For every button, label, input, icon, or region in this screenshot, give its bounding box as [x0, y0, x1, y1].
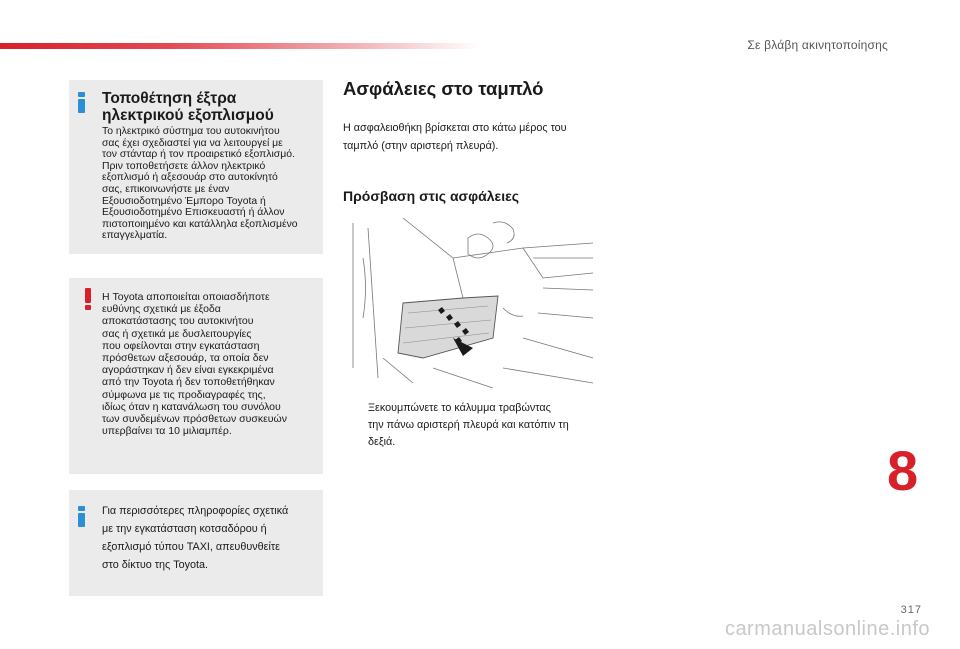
chapter-number: 8 [887, 439, 919, 502]
intro-paragraph: Η ασφαλειοθήκη βρίσκεται στο κάτω μέρος του ταμπλό (στην αριστερή πλευρά). [343, 122, 567, 152]
warning-box [69, 278, 323, 474]
watermark: carmanualsonline.info [724, 618, 930, 640]
header-accent-bar [0, 43, 480, 49]
page-number: 317 [900, 604, 922, 616]
section-title: Σε βλάβη ακινητοποίησης [747, 38, 888, 52]
info-icon [78, 92, 85, 113]
info-box-towbar [69, 490, 323, 596]
info-box-text: Για περισσότερες πληροφορίες σχετικά με την εγκατάσταση κοτσαδόρου ή εξοπλισμό τύπου TAXI, απευθυνθείτε στο δίκτυο της Toyota. [102, 505, 289, 571]
info-box-text: Το ηλεκτρικό σύστημα του αυτοκινήτου σας έχει σχεδιαστεί για να λειτουργεί με τον στάνταρ ή τον προαιρετικό εξοπλισμό. Πριν τοποθετήσετε άλλον ηλεκτρικό εξοπλισμό ή αξεσουάρ στο αυτοκίνητό σας, επικοινωνήστε με έναν Εξουσιοδοτημένο Έμπορο Toyota ή Εξουσιοδοτημένο Επισκευαστή ή άλλον πιστοποιημένο και κατάλληλα εξοπλισμένο επαγγελματία. [102, 126, 298, 242]
info-box-title: Τοποθέτηση έξτρα ηλεκτρικού εξοπλισμού [102, 90, 274, 124]
warning-text: Η Toyota αποποιείται οποιασδήποτε ευθύνης σχετικά με έξοδα αποκατάστασης του αυτοκινήτου σας ή σχετικά με δυσλειτουργίες που οφείλονται στην εγκατάσταση πρόσθετων αξεσουάρ, τα οποία δεν αγοράστηκαν ή δεν είναι εγκεκριμένα από την Toyota ή δεν τοποθετήθηκαν σύμφωνα με τις προδιαγραφές της, ιδίως όταν η κατανάλωση του συνόλου των συνδεμένων πρόσθετων συσκευών υπερβαίνει τα 10 μιλιαμπέρ. [102, 291, 287, 438]
instruction-step: Ξεκουμπώνετε το κάλυμμα τραβώντας την πάνω αριστερή πλευρά και κατόπιν τη δεξιά. [368, 402, 569, 448]
info-icon [78, 506, 85, 527]
info-box-electrical-equipment [69, 80, 323, 254]
page-heading: Ασφάλειες στο ταμπλό [343, 78, 544, 99]
dashboard-fusebox-illustration [343, 218, 598, 388]
warning-icon [85, 288, 92, 310]
subheading: Πρόσβαση στις ασφάλειες [343, 188, 520, 204]
